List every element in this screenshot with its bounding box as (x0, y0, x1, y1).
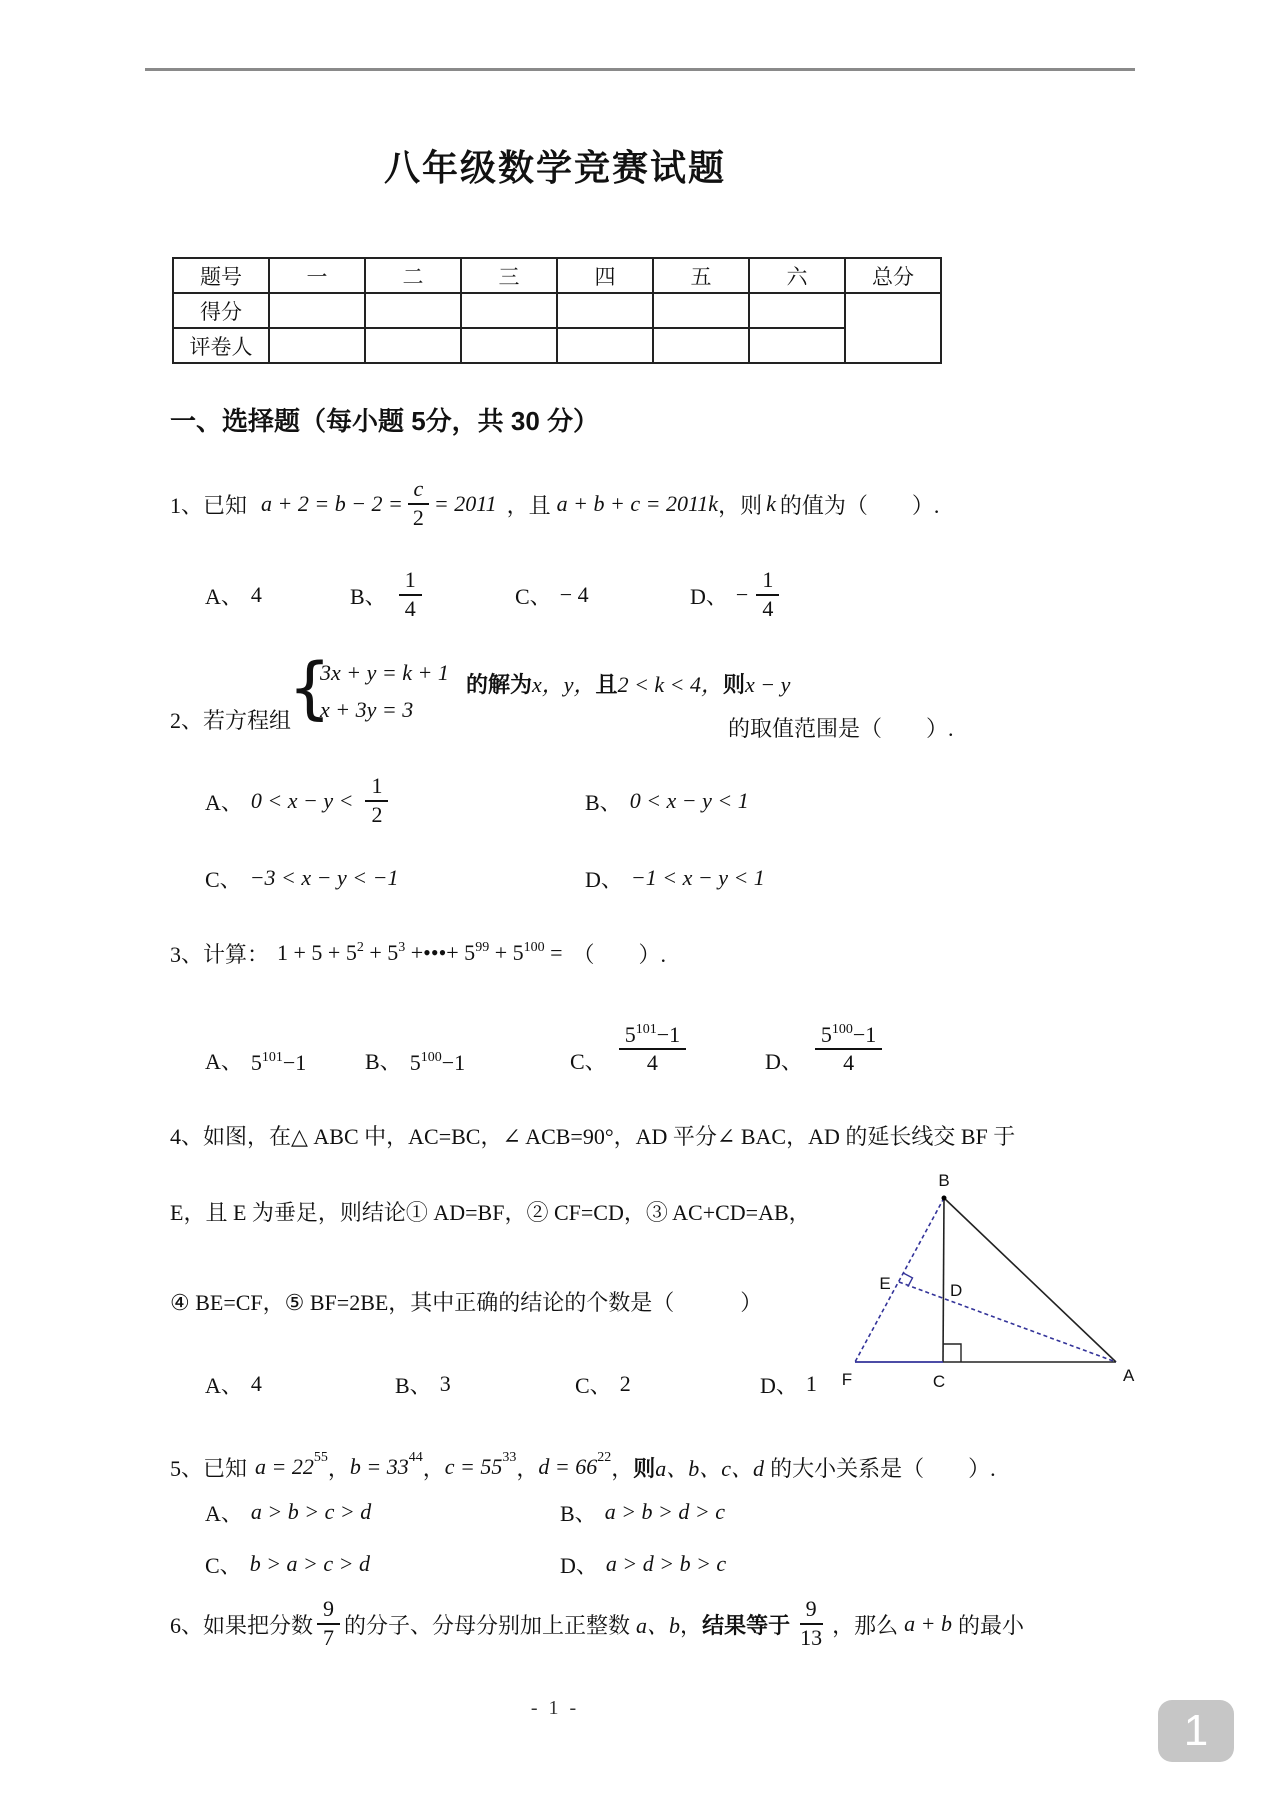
q5-vars: a、b、c、d (655, 1455, 765, 1481)
table-header-col5: 五 (653, 258, 749, 293)
q1-option-a (205, 555, 262, 635)
q5-then: 则 (633, 1455, 656, 1481)
table-row-grader (173, 328, 941, 363)
q3-term-2: + 5 (369, 940, 399, 965)
question-3-options (170, 998, 970, 1076)
q1-option-c (515, 555, 589, 635)
q6-lead: 6、如果把分数 (170, 1612, 314, 1638)
q1-option-b-num: 1 (399, 568, 422, 596)
q2-option-a-fraction (365, 774, 388, 827)
right-angle-mark-e (904, 1273, 913, 1287)
table-cell-empty (461, 293, 557, 328)
q4-option-a-value: 4 (250, 1371, 262, 1396)
q2-option-a-den: 2 (371, 802, 383, 827)
q3-term-4: + 5 (494, 940, 524, 965)
q1-option-d-den: 4 (762, 596, 774, 621)
top-divider (145, 68, 1135, 71)
q6-mid-1: 的分子、分母分别加上正整数 (344, 1612, 631, 1638)
q2-option-d (585, 858, 765, 898)
q1-option-a-label: A、 (205, 583, 243, 609)
q3-option-a-exp: 101 (261, 1050, 283, 1065)
q3-exp-4: 100 (523, 940, 545, 955)
vertex-dot-b (942, 1196, 947, 1201)
table-header-col6: 六 (749, 258, 845, 293)
q5-a-base: a = 22 (255, 1454, 314, 1479)
q2-option-a (205, 768, 392, 834)
table-cell-empty (365, 328, 461, 363)
q3-option-d-den: 4 (843, 1050, 855, 1076)
q5-c-base: c = 55 (444, 1454, 503, 1479)
q2-option-b-value: 0 < x − y < 1 (629, 788, 749, 813)
table-cell-total-empty (845, 293, 941, 363)
q1-option-c-label: C、 (515, 583, 552, 609)
q1-option-d-num: 1 (756, 568, 779, 596)
q5-option-a (205, 1494, 371, 1530)
q5-d-base: d = 66 (538, 1454, 598, 1479)
q3-exp-3: 99 (475, 940, 490, 955)
q3-tail: （ ）. (572, 941, 667, 967)
table-label-grader: 评卷人 (173, 328, 269, 363)
question-5-options-row1 (170, 1494, 970, 1530)
q5-d-exp: 22 (597, 1450, 612, 1465)
question-2-options-row1 (170, 768, 970, 834)
table-cell-empty (653, 328, 749, 363)
q2-lead: 2、若方程组 (170, 708, 292, 733)
q2-option-c-label: C、 (205, 866, 242, 892)
question-4-line2: E，且 E 为垂足，则结论① AD=BF，② CF=CD，③ AC+CD=AB， (170, 1200, 811, 1225)
q3-option-c-fraction (619, 1023, 686, 1076)
q2-option-c-value: −3 < x − y < −1 (249, 865, 399, 890)
q6-fraction-1-num: 9 (317, 1597, 340, 1625)
q2-cond-math-1: x，y， (532, 672, 596, 697)
q3-option-b-label: B、 (365, 1049, 402, 1074)
question-4-line3: ④ BE=CF，⑤ BF=2BE，其中正确的结论的个数是（ ） (170, 1290, 763, 1315)
q1-then: ，则 (718, 492, 763, 518)
q1-tail: 的值为（ ）. (779, 492, 940, 518)
table-cell-empty (269, 328, 365, 363)
q1-formula-2: a + b + c = 2011k (556, 491, 719, 516)
q1-lead: 1、已知 (170, 492, 248, 518)
q3-option-a-label: A、 (205, 1049, 243, 1074)
q4-option-d-label: D、 (760, 1372, 798, 1398)
q3-option-c-base: 5 (624, 1021, 636, 1047)
q5-option-b (560, 1494, 725, 1530)
question-6 (170, 1592, 1024, 1656)
q5-sep-1: ， (327, 1455, 350, 1481)
segment-ea (899, 1282, 1116, 1362)
q4-option-b (395, 1366, 451, 1402)
q6-comma-1: ， (680, 1612, 703, 1638)
q6-mid-2: ，那么 (832, 1612, 899, 1638)
q3-option-d-numtail: −1 (852, 1021, 877, 1047)
table-cell-empty (749, 293, 845, 328)
q1-option-b (350, 555, 426, 635)
q6-fraction-2-num: 9 (800, 1597, 823, 1625)
q2-option-b (585, 768, 749, 834)
q6-fraction-1 (317, 1597, 340, 1650)
q4-option-d (760, 1366, 817, 1402)
page-number-badge (1158, 1700, 1234, 1762)
q5-option-b-value: a > b > d > c (604, 1499, 725, 1524)
vertex-label-d: D (950, 1281, 963, 1300)
question-4-line1: 4、如图，在△ ABC 中，AC=BC，∠ ACB=90°，AD 平分∠ BAC，AD 的延长线交 BF 于 (170, 1124, 1016, 1149)
q1-option-b-label: B、 (350, 583, 387, 609)
q5-lead: 5、已知 (170, 1455, 248, 1481)
q5-option-d (560, 1546, 726, 1582)
q3-option-a (205, 998, 306, 1080)
q3-option-c-numtail: −1 (656, 1021, 681, 1047)
page-number-text: 1 (1183, 1706, 1209, 1755)
q3-option-c-num (619, 1023, 686, 1051)
q6-vars: a、b (636, 1612, 681, 1638)
vertex-label-f: F (841, 1370, 853, 1389)
table-cell-empty (653, 293, 749, 328)
q5-a-exp: 55 (313, 1450, 328, 1465)
q3-option-b-tail: −1 (441, 1050, 466, 1075)
vertex-label-c: C (932, 1372, 946, 1391)
table-cell-empty (749, 328, 845, 363)
q2-cond-math-3: x − y (745, 672, 791, 697)
q2-brace: { (288, 649, 332, 728)
q2-option-d-value: −1 < x − y < 1 (630, 865, 765, 890)
q2-equation-2: x + 3y = 3 (320, 697, 414, 722)
q2-equation-1: 3x + y = k + 1 (320, 660, 449, 685)
q5-option-d-label: D、 (560, 1552, 598, 1578)
question-1 (170, 462, 939, 546)
q3-term-3: +•••+ 5 (410, 940, 476, 965)
q6-tail: 的最小 (957, 1612, 1024, 1638)
triangle-diagram (835, 1170, 1135, 1400)
score-table (172, 257, 942, 364)
q2-condition (466, 668, 790, 699)
q1-fraction-den: 2 (412, 505, 424, 530)
q5-option-c-label: C、 (205, 1552, 242, 1578)
q3-option-d-base: 5 (820, 1021, 832, 1047)
q1-formula-post: = 2011 (433, 491, 497, 516)
section-heading: 一、选择题（每小题 5分，共 30 分） (170, 406, 600, 436)
table-cell-empty (557, 293, 653, 328)
q1-option-d-sign: − (735, 582, 749, 607)
q4-option-c-value: 2 (619, 1371, 631, 1396)
q5-option-a-value: a > b > c > d (250, 1499, 372, 1524)
right-angle-mark-c (943, 1344, 961, 1362)
q1-option-b-den: 4 (404, 596, 416, 621)
q5-option-a-label: A、 (205, 1500, 243, 1526)
q4-option-c (575, 1366, 631, 1402)
vertex-label-a: A (1123, 1366, 1135, 1385)
table-header-total: 总分 (845, 258, 941, 293)
q5-option-b-label: B、 (560, 1500, 597, 1526)
page-title: 八年级数学竞赛试题 (383, 147, 726, 188)
q3-option-a-tail: −1 (282, 1050, 307, 1075)
q1-option-c-value: − 4 (559, 582, 589, 607)
table-cell-empty (269, 293, 365, 328)
q2-option-a-pre: 0 < x − y < (250, 788, 354, 813)
q5-option-c-value: b > a > c > d (249, 1551, 370, 1576)
q5-option-c (205, 1546, 370, 1582)
q3-exp-2: 3 (398, 940, 406, 955)
q3-option-d-num (815, 1023, 882, 1051)
q2-cond-bold-1: 的解为 (466, 672, 533, 697)
q4-option-c-label: C、 (575, 1372, 612, 1398)
question-5-options-row2 (170, 1546, 970, 1582)
q5-sep-3: ， (516, 1455, 539, 1481)
page-footer: - 1 - (530, 1697, 580, 1719)
q5-option-d-value: a > d > b > c (605, 1551, 727, 1576)
table-row-header (173, 258, 941, 293)
q3-formula (277, 940, 563, 966)
q3-option-c-label: C、 (570, 1049, 607, 1074)
q1-k-var: k (766, 491, 776, 516)
vertex-label-b: B (938, 1171, 950, 1190)
vertex-label-e: E (879, 1274, 891, 1293)
q1-option-d-fraction (756, 568, 779, 621)
q1-option-d (690, 555, 783, 635)
q6-fraction-2-den: 13 (800, 1625, 823, 1650)
q3-option-b-exp: 100 (420, 1050, 442, 1065)
q3-option-a-value (251, 1050, 306, 1076)
table-header-col2: 二 (365, 258, 461, 293)
table-row-score (173, 293, 941, 328)
q5-b-exp: 44 (408, 1450, 423, 1465)
q4-option-a (205, 1366, 262, 1402)
q5-tail: 的大小关系是（ ）. (770, 1455, 996, 1481)
table-cell-empty (461, 328, 557, 363)
q3-option-c-exp: 101 (635, 1021, 657, 1037)
q1-fraction-c-2 (407, 477, 430, 530)
q1-fraction-num: c (408, 477, 430, 505)
q6-bold-result: 结果等于 (702, 1612, 791, 1638)
q2-option-b-label: B、 (585, 789, 622, 815)
table-label-score: 得分 (173, 293, 269, 328)
question-2 (170, 649, 990, 752)
q5-c-exp: 33 (502, 1450, 517, 1465)
q5-sep-4: ， (611, 1455, 634, 1481)
table-header-col3: 三 (461, 258, 557, 293)
q1-option-d-label: D、 (690, 583, 728, 609)
q3-option-d-fraction (815, 1023, 882, 1076)
q6-fraction-1-den: 7 (323, 1625, 335, 1650)
q3-option-d-label: D、 (765, 1049, 803, 1074)
q2-option-a-label: A、 (205, 789, 243, 815)
q2-cond-bold-3: 则 (723, 672, 746, 697)
q1-option-b-fraction (399, 568, 422, 621)
table-cell-empty (557, 328, 653, 363)
table-cell-empty (365, 293, 461, 328)
q2-equation-system (320, 654, 449, 728)
q2-option-d-label: D、 (585, 866, 623, 892)
segment-bf (855, 1198, 944, 1362)
q2-range-tail: 的取值范围是（ ）. (728, 716, 954, 741)
q3-option-c (570, 998, 690, 1080)
segment-bc (943, 1198, 944, 1362)
q3-option-d (765, 998, 886, 1080)
q3-term-1: 1 + 5 + 5 (277, 940, 357, 965)
q4-option-d-value: 1 (805, 1371, 817, 1396)
q4-option-a-label: A、 (205, 1372, 243, 1398)
q5-sep-2: ， (422, 1455, 445, 1481)
q4-option-b-value: 3 (439, 1371, 451, 1396)
q6-expr: a + b (904, 1611, 952, 1636)
q3-option-b-value (410, 1050, 465, 1076)
q4-option-b-label: B、 (395, 1372, 432, 1398)
question-3 (170, 930, 666, 976)
q3-option-c-den: 4 (646, 1050, 658, 1076)
q2-cond-bold-2: 且 (595, 672, 618, 697)
table-header-col1: 一 (269, 258, 365, 293)
q3-option-d-exp: 100 (831, 1021, 853, 1037)
question-2-options-row2 (170, 858, 970, 898)
q2-option-a-num: 1 (365, 774, 388, 802)
q1-formula-pre: a + 2 = b − 2 = (261, 491, 403, 516)
q3-lead: 3、计算： (170, 941, 270, 967)
question-1-options (170, 555, 970, 635)
table-header-question-no: 题号 (173, 258, 269, 293)
q6-fraction-2 (794, 1597, 828, 1650)
q2-cond-math-2: 2 < k < 4， (617, 672, 724, 697)
q3-exp-1: 2 (356, 940, 364, 955)
q3-option-a-base: 5 (250, 1050, 262, 1075)
q1-mid: ，且 (506, 492, 551, 518)
q3-option-b-base: 5 (409, 1050, 421, 1075)
q3-equals: = (550, 940, 563, 965)
question-5 (170, 1444, 996, 1490)
q2-option-c (205, 858, 398, 898)
table-header-col4: 四 (557, 258, 653, 293)
q1-option-a-value: 4 (250, 582, 262, 607)
segment-ba (944, 1198, 1116, 1362)
q5-b-base: b = 33 (349, 1454, 409, 1479)
q3-option-b (365, 998, 465, 1080)
